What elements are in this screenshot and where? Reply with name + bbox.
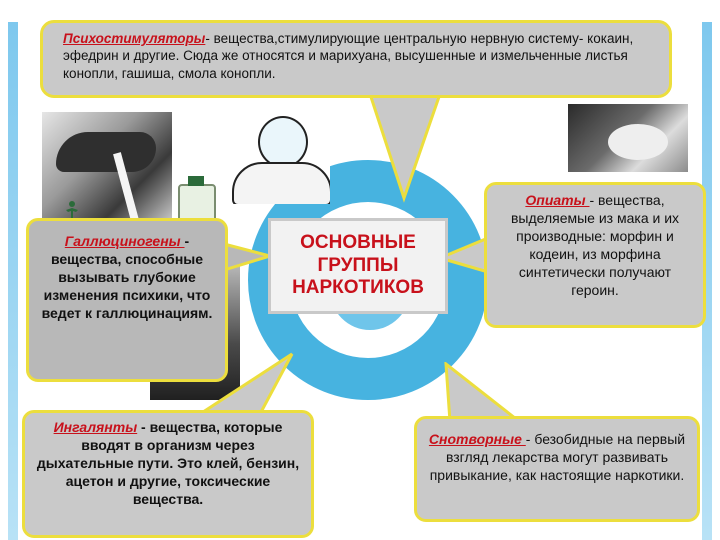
cartoon-head: [258, 116, 308, 168]
opiates-text: - вещества, выделяемые из мака и их производные: морфин и кодеин, из морфина синтетически получают героин.: [510, 192, 680, 298]
hallucinogens-text: - вещества, способные вызывать глубокие изменения психики, что ведет к галлюцинациям.: [41, 233, 213, 321]
sleeping-pills-term: Снотворные: [428, 431, 526, 447]
main-title-line-2: ГРУППЫ: [317, 254, 399, 276]
bottle-cap: [188, 176, 204, 186]
main-title: [292, 232, 424, 300]
cartoon-illustration: [210, 112, 330, 204]
halluc-bubble-tail: [222, 238, 272, 278]
hallucinogens-bubble: [26, 218, 228, 382]
sleeping-pills-bubble: [414, 416, 700, 522]
inhalants-term: Ингалянты: [53, 419, 138, 435]
left-frame-bar: [8, 22, 18, 540]
inhalants-text: - вещества, которые вводят в организм через дыхательные пути. Это клей, бензин, ацетон и другие, токсические вещества.: [36, 419, 300, 507]
sleep-bubble-tail: [440, 362, 530, 422]
opiates-bubble: [484, 182, 706, 328]
psychostimulants-bubble: [40, 20, 672, 98]
psychostimulants-text: - вещества,стимулирующие центральную нервную систему- кокаин, эфедрин и другие. Сюда же относятся и марихуана, высушенные и измельченные листья конопли, гашиша, смола конопли.: [63, 31, 634, 81]
main-title-box: [268, 218, 448, 314]
spoon-shape: [608, 124, 668, 160]
sleeping-pills-text: - безобидные на первый взгляд лекарства могут развивать привыкание, как настоящие наркотики.: [429, 431, 686, 483]
hallucinogens-term: Галлюциногены: [64, 233, 185, 249]
psychostimulants-term: Психостимуляторы: [63, 31, 206, 46]
cartoon-body: [232, 162, 330, 204]
opiates-term: Опиаты: [525, 192, 590, 208]
photo-figure-shape: [56, 132, 156, 172]
inhalants-bubble: [22, 410, 314, 538]
main-title-line-3: НАРКОТИКОВ: [292, 277, 424, 299]
psycho-bubble-tail: [360, 94, 450, 204]
main-title-line-1: ОСНОВНЫЕ: [300, 231, 416, 253]
photo-spoon-powder: [568, 104, 688, 172]
